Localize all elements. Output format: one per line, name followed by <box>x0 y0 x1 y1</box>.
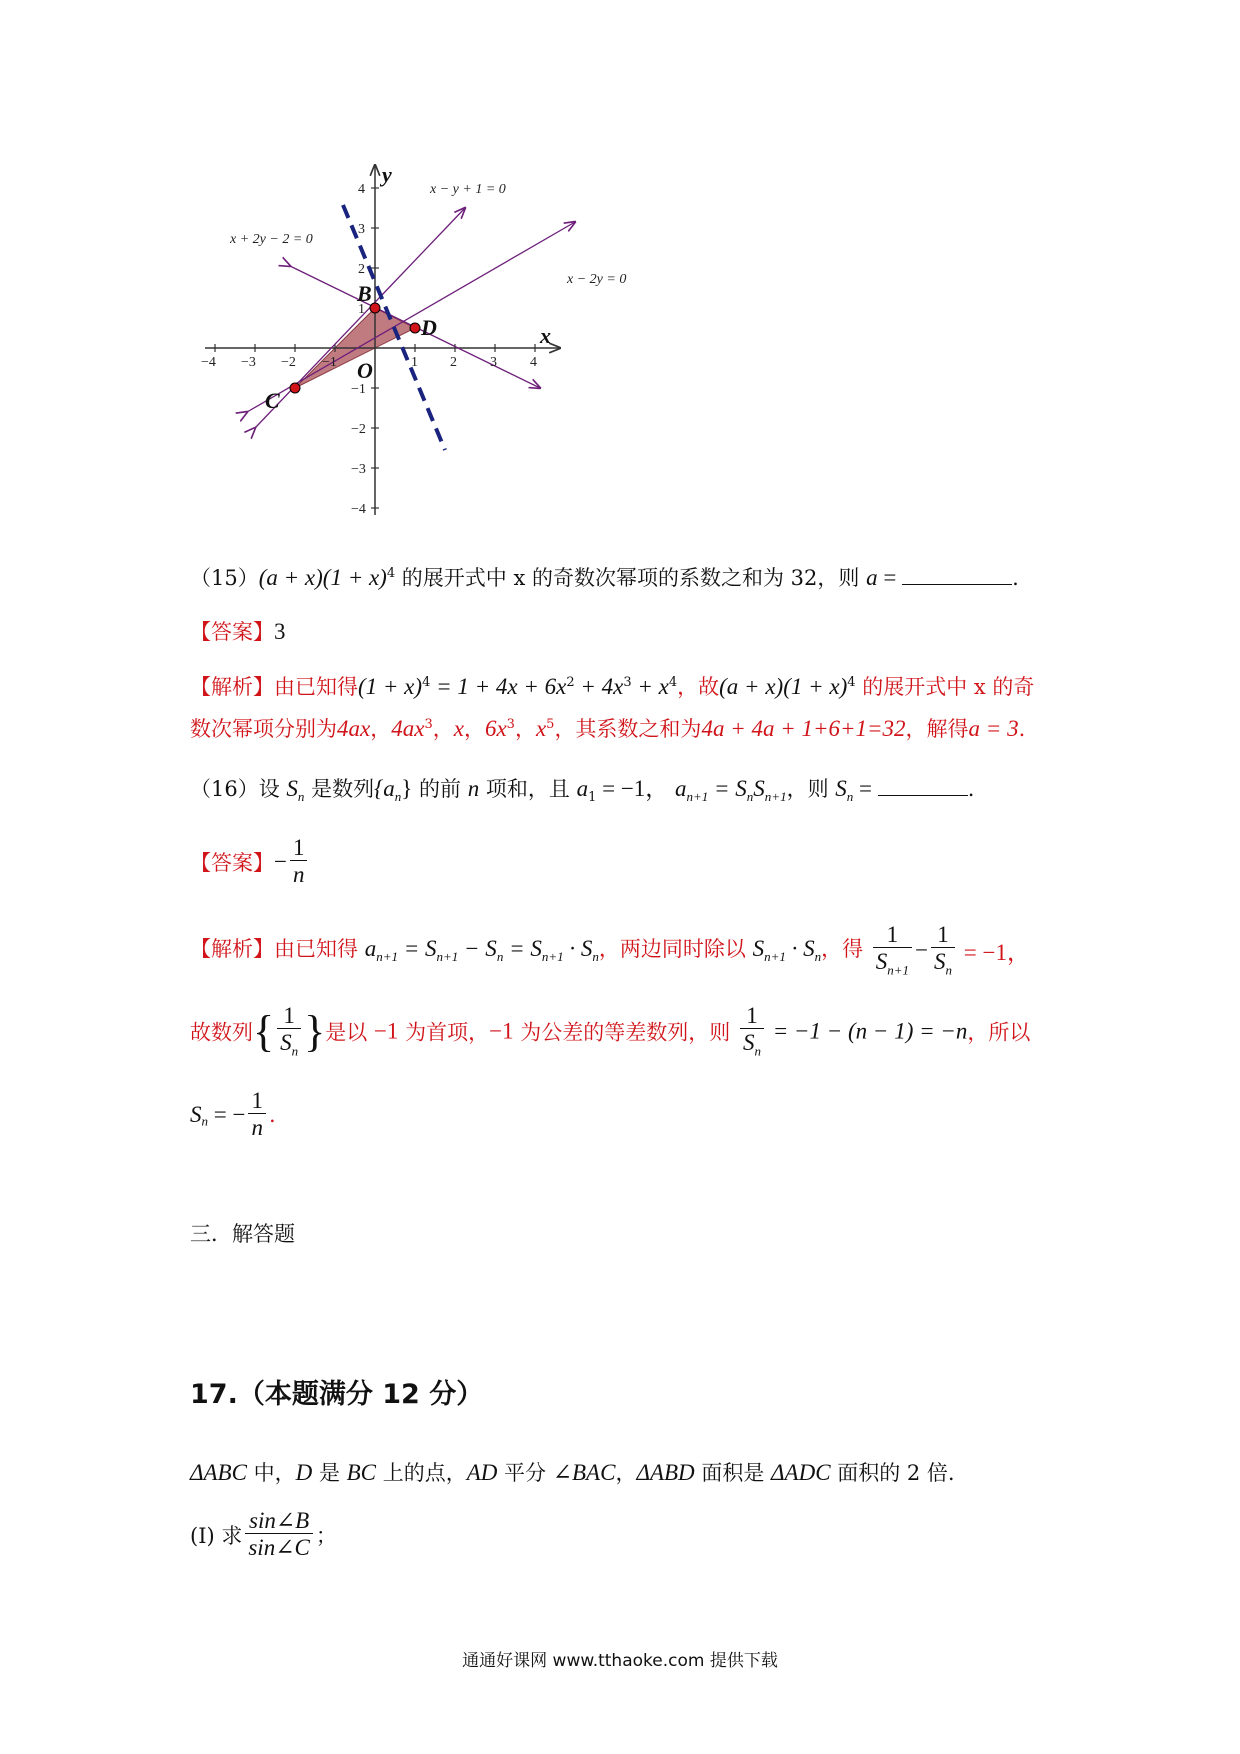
math-expr: x <box>453 716 464 741</box>
subscript: n <box>201 1113 208 1129</box>
subscript: n <box>291 1043 299 1059</box>
math-expr: = −1， <box>596 776 669 801</box>
subscript: n <box>945 962 953 978</box>
answer-label: 【答案】 <box>190 620 274 644</box>
tick-y-4: 4 <box>358 182 365 197</box>
solution-16-line1 <box>190 922 1030 978</box>
exponent: 5 <box>546 717 555 732</box>
tick-x-1: −3 <box>241 355 256 370</box>
label-point-D: D <box>421 315 437 340</box>
math-var: S <box>835 776 847 801</box>
solution-text: 是以 <box>325 1020 374 1045</box>
tick-y-1: 1 <box>358 302 365 317</box>
question-text: 项和，且 <box>479 777 577 801</box>
math-var: S <box>753 776 765 801</box>
question-text: 中， <box>246 1461 296 1485</box>
subscript: n+1 <box>541 948 564 964</box>
subscript: n <box>297 789 305 805</box>
minus-sign: − <box>274 848 287 874</box>
question-number: （16）设 <box>190 777 287 801</box>
math-expr: ∠BAC <box>552 1460 616 1485</box>
solution-text: 由已知得 <box>274 675 358 699</box>
math-expr: · S <box>785 935 815 961</box>
numerator: 1 <box>290 835 308 861</box>
question-17-part1 <box>190 1508 337 1562</box>
part-label: (I) 求 <box>190 1523 243 1548</box>
fraction <box>873 922 912 978</box>
math-var: S <box>286 776 298 801</box>
period: . <box>1018 717 1026 741</box>
fraction <box>931 922 955 978</box>
question-text: 平分 <box>497 1461 553 1485</box>
answer-blank <box>902 584 1012 585</box>
period: . <box>1012 566 1019 590</box>
math-expr: + 4x <box>574 674 624 699</box>
math-expr: + x <box>631 674 669 699</box>
solution-text: ，得 <box>821 936 870 961</box>
tick-y-neg3: −3 <box>351 462 366 477</box>
exponent: 3 <box>506 717 515 732</box>
math-expr: = − <box>208 1101 246 1127</box>
tick-x-5: 2 <box>450 355 457 370</box>
label-eq-top: x − y + 1 = 0 <box>430 182 506 197</box>
solution-16-line2 <box>190 1003 1030 1059</box>
fraction <box>245 1508 312 1562</box>
math-var: n <box>467 776 480 801</box>
math-expr: − S <box>458 935 497 961</box>
solution-text: 为首项， <box>398 1020 490 1045</box>
math-var: a <box>866 565 878 590</box>
label-y-axis: y <box>382 162 392 187</box>
question-text: 是数列 <box>304 777 375 801</box>
solution-text: 故数列 <box>190 1020 253 1045</box>
math-expr: · S <box>563 935 593 961</box>
math-expr: {a <box>374 776 395 801</box>
math-expr: a <box>364 935 377 961</box>
math-expr: (1 + x) <box>358 674 423 699</box>
exponent: 3 <box>623 675 632 690</box>
subscript: n <box>754 1043 761 1059</box>
solution-text: 的展开式中 x 的奇 <box>855 675 1035 699</box>
exponent: 4 <box>668 675 678 690</box>
page-footer: 通通好课网 www.tthaoke.com 提供下载 <box>462 1651 778 1671</box>
math-expr: ΔABC <box>190 1460 247 1485</box>
subscript: n+1 <box>764 789 787 805</box>
answer-value: 3 <box>274 619 286 644</box>
tick-y-neg4: −4 <box>351 502 366 517</box>
math-expr: ΔADC <box>771 1460 831 1485</box>
solution-16-line3 <box>190 1088 276 1142</box>
solution-text: ，解得 <box>905 717 969 741</box>
subscript: n <box>846 789 854 805</box>
math-expr: 4ax <box>337 716 371 741</box>
period: . <box>268 1102 276 1127</box>
math-eq: = <box>877 565 903 590</box>
math-expr: } <box>401 776 413 801</box>
subscript: n <box>814 948 822 964</box>
solution-text: ，两边同时除以 <box>598 936 753 961</box>
label-point-C: C <box>265 388 280 413</box>
denominator: sin∠C <box>248 1535 310 1561</box>
question-text: 是 <box>312 1461 347 1485</box>
exponent: 4 <box>847 675 856 690</box>
denominator: S <box>280 1030 292 1056</box>
point-C-marker <box>290 383 300 393</box>
tick-x-4: 1 <box>411 355 418 370</box>
exponent: 2 <box>566 675 575 690</box>
question-15 <box>190 562 1019 592</box>
question-17-title: 17.（本题满分 12 分） <box>190 1379 484 1410</box>
numerator: 1 <box>740 1003 764 1029</box>
numerator: 1 <box>248 1088 266 1114</box>
question-text: 的展开式中 x 的奇数次幂项的系数之和为 32，则 <box>395 566 867 590</box>
comma: ， <box>514 717 536 741</box>
exponent: 4 <box>386 566 396 581</box>
label-x-axis: x <box>540 323 551 348</box>
answer-16 <box>190 835 310 889</box>
question-text: ，则 <box>786 777 836 801</box>
fraction <box>740 1003 764 1059</box>
tick-x-6: 3 <box>490 355 497 370</box>
minus-sign: − <box>915 937 929 963</box>
question-17-text <box>190 1457 955 1487</box>
solution-text: 由已知得 <box>274 936 365 961</box>
subscript: n <box>746 789 754 805</box>
solution-text: ，其系数之和为 <box>554 717 702 741</box>
tick-y-neg2: −2 <box>351 422 366 437</box>
math-expr: x <box>535 716 547 741</box>
question-number: （15） <box>190 566 259 590</box>
answer-15 <box>190 616 286 646</box>
solution-15-line1 <box>190 671 1034 701</box>
math-eq: = <box>853 776 878 801</box>
label-origin: O <box>357 358 373 383</box>
solution-label: 【解析】 <box>190 675 274 699</box>
denominator: n <box>251 1115 263 1141</box>
subscript: n+1 <box>376 948 398 964</box>
section-heading: 三．解答题 <box>190 1222 295 1246</box>
question-text: 的前 <box>412 777 468 801</box>
math-expr: = S <box>708 776 747 801</box>
right-brace: } <box>304 1006 326 1056</box>
math-expr: = 1 + 4x + 6x <box>430 674 567 699</box>
math-expr: 4ax <box>391 716 425 741</box>
math-var: S <box>190 1101 202 1127</box>
solution-text: 数次幂项分别为 <box>190 717 337 741</box>
subscript: n+1 <box>887 962 910 978</box>
solution-text: ，故 <box>677 675 720 699</box>
point-D-marker <box>410 323 420 333</box>
subscript: 1 <box>588 790 597 806</box>
tick-x-0: −4 <box>201 355 216 370</box>
label-eq-left: x + 2y − 2 = 0 <box>230 232 313 247</box>
left-brace: { <box>253 1006 275 1056</box>
denominator: S <box>742 1030 755 1056</box>
numerator: 1 <box>873 922 912 948</box>
tick-x-3: −1 <box>322 355 337 370</box>
tick-x-2: −2 <box>281 355 296 370</box>
subscript: n <box>592 948 599 964</box>
coordinate-graph <box>195 160 655 540</box>
period: . <box>967 777 975 801</box>
math-expr: = −1， <box>958 939 1030 965</box>
comma: ， <box>370 717 392 741</box>
math-var: a <box>674 776 687 801</box>
math-expr: = S <box>503 935 542 961</box>
solution-15-line2 <box>190 713 1025 743</box>
denominator: S <box>934 949 946 975</box>
comma: ， <box>463 717 485 741</box>
exponent: 4 <box>422 675 431 690</box>
math-expr: 4a + 4a + 1+6+1=32 <box>701 716 906 741</box>
math-var: a <box>576 776 589 801</box>
solution-text: ，所以 <box>967 1020 1031 1045</box>
math-var: AD <box>466 1460 498 1485</box>
numerator: 1 <box>277 1003 301 1029</box>
math-expr: S <box>752 935 765 961</box>
answer-label: 【答案】 <box>190 850 274 875</box>
denominator: S <box>875 949 888 975</box>
fraction <box>290 835 308 889</box>
question-text: 面积是 <box>694 1461 772 1485</box>
math-expr: = S <box>397 935 437 961</box>
math-expr: −1 <box>373 1018 399 1044</box>
label-eq-right: x − 2y = 0 <box>567 272 627 287</box>
question-16 <box>190 770 974 805</box>
answer-blank <box>878 795 968 796</box>
math-var: BC <box>346 1460 377 1485</box>
question-text: 上的点， <box>376 1461 467 1485</box>
subscript: n <box>394 789 402 805</box>
math-expr: (a + x)(1 + x) <box>258 565 387 590</box>
solution-text: 为公差的等差数列，则 <box>513 1020 737 1045</box>
denominator: n <box>292 862 305 888</box>
subscript: n+1 <box>436 948 459 964</box>
math-expr: a = 3 <box>968 716 1019 741</box>
label-point-B: B <box>357 281 372 306</box>
tick-x-7: 4 <box>530 355 537 370</box>
math-expr: −1 <box>489 1018 514 1044</box>
subscript: n+1 <box>686 789 709 805</box>
fraction <box>248 1088 266 1142</box>
exponent: 3 <box>424 717 433 732</box>
numerator: 1 <box>931 922 955 948</box>
math-var: D <box>295 1460 313 1485</box>
math-expr: ΔABD <box>636 1460 695 1485</box>
semicolon: ； <box>315 1523 337 1548</box>
solution-label: 【解析】 <box>190 936 274 961</box>
numerator: sin∠B <box>245 1508 312 1534</box>
math-expr: = −1 − (n − 1) = −n <box>766 1018 968 1044</box>
subscript: n+1 <box>764 948 786 964</box>
tick-y-2: 2 <box>358 262 365 277</box>
math-expr: 6x <box>484 716 507 741</box>
math-expr: (a + x)(1 + x) <box>719 674 848 699</box>
question-text: 面积的 2 倍. <box>830 1461 955 1485</box>
fraction <box>277 1003 301 1059</box>
tick-y-3: 3 <box>358 222 365 237</box>
subscript: n <box>496 948 504 964</box>
comma: ， <box>432 717 454 741</box>
tick-y-neg1: −1 <box>351 382 366 397</box>
question-text: ， <box>615 1461 637 1485</box>
